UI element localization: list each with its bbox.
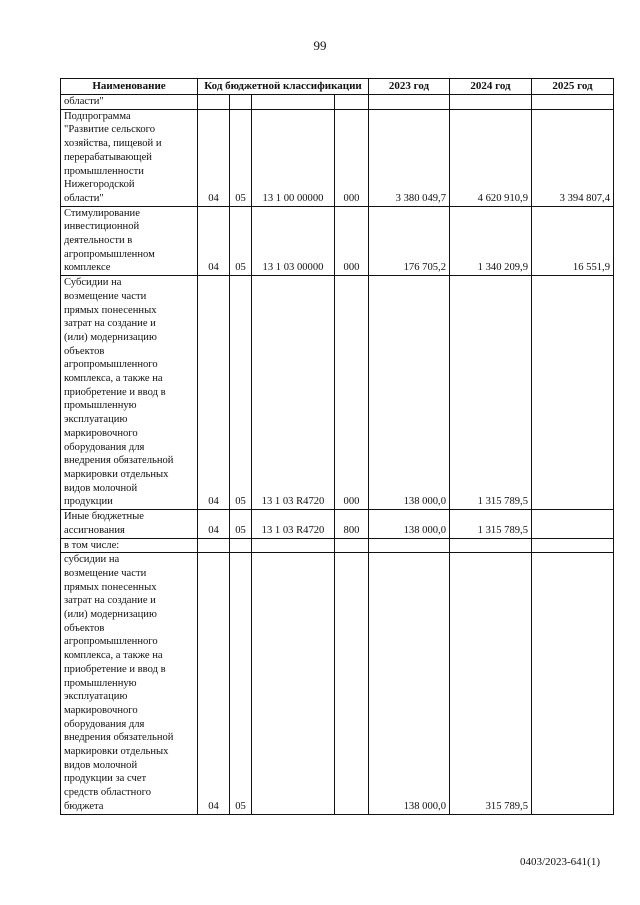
cell-2024 [450, 95, 532, 110]
cell-2025 [532, 553, 614, 814]
cell-target-article: 13 1 03 R4720 [252, 276, 335, 510]
header-2024: 2024 год [450, 79, 532, 95]
cell-section: 04 [198, 553, 230, 814]
table-row [61, 538, 614, 553]
cell-target-article [252, 95, 335, 110]
cell-2023 [369, 538, 450, 553]
cell-section: 04 [198, 276, 230, 510]
cell-2024: 1 340 209,9 [450, 206, 532, 276]
cell-2024 [450, 538, 532, 553]
cell-expense-type: 000 [335, 206, 369, 276]
cell-2025: 16 551,9 [532, 206, 614, 276]
cell-2023 [369, 95, 450, 110]
cell-name: Подпрограмма "Развитие сельского хозяйства, пищевой и перерабатывающей промышленности Нижегородской области" [61, 109, 198, 206]
header-code: Код бюджетной классификации [198, 79, 369, 95]
header-name: Наименование [61, 79, 198, 95]
cell-2025 [532, 510, 614, 538]
header-row [61, 79, 614, 95]
cell-section: 04 [198, 109, 230, 206]
table-row [61, 276, 614, 510]
cell-name: субсидии на возмещение части прямых понесенных затрат на создание и (или) модернизацию объектов агропромышленного комплекса, а также на приобретение и ввод в промышленную эксплуатацию маркировочного оборудования для внедрения обязательной маркировки отдельных видов молочной продукции за счет средств областного бюджета [61, 553, 198, 814]
header-2025: 2025 год [532, 79, 614, 95]
table-row [61, 553, 614, 814]
cell-section [198, 538, 230, 553]
cell-target-article: 13 1 03 00000 [252, 206, 335, 276]
cell-name: области" [61, 95, 198, 110]
document-code: 0403/2023-641(1) [519, 856, 600, 868]
cell-section [198, 95, 230, 110]
cell-2023: 176 705,2 [369, 206, 450, 276]
cell-target-article [252, 553, 335, 814]
cell-target-article [252, 538, 335, 553]
cell-2024: 1 315 789,5 [450, 276, 532, 510]
cell-2025: 3 394 807,4 [532, 109, 614, 206]
cell-subsection: 05 [230, 206, 252, 276]
cell-section: 04 [198, 510, 230, 538]
cell-subsection: 05 [230, 553, 252, 814]
cell-2025 [532, 276, 614, 510]
budget-table [60, 78, 614, 815]
cell-expense-type [335, 95, 369, 110]
header-2023: 2023 год [369, 79, 450, 95]
cell-target-article: 13 1 00 00000 [252, 109, 335, 206]
cell-2023: 138 000,0 [369, 510, 450, 538]
cell-section: 04 [198, 206, 230, 276]
cell-name: Иные бюджетные ассигнования [61, 510, 198, 538]
cell-target-article: 13 1 03 R4720 [252, 510, 335, 538]
cell-subsection: 05 [230, 276, 252, 510]
cell-expense-type [335, 538, 369, 553]
cell-name: Стимулирование инвестиционной деятельности в агропромышленном комплексе [61, 206, 198, 276]
cell-2025 [532, 95, 614, 110]
cell-name: в том числе: [61, 538, 198, 553]
table-row [61, 206, 614, 276]
cell-name: Субсидии на возмещение части прямых понесенных затрат на создание и (или) модернизацию объектов агропромышленного комплекса, а также на приобретение и ввод в промышленную эксплуатацию маркировочного оборудования для внедрения обязательной маркировки отдельных видов молочной продукции [61, 276, 198, 510]
cell-subsection: 05 [230, 109, 252, 206]
cell-2024: 315 789,5 [450, 553, 532, 814]
cell-subsection [230, 538, 252, 553]
cell-2024: 1 315 789,5 [450, 510, 532, 538]
cell-expense-type: 000 [335, 276, 369, 510]
cell-expense-type [335, 553, 369, 814]
cell-subsection [230, 95, 252, 110]
table-row [61, 95, 614, 110]
cell-subsection: 05 [230, 510, 252, 538]
cell-2025 [532, 538, 614, 553]
cell-expense-type: 800 [335, 510, 369, 538]
table-row [61, 510, 614, 538]
page-number: 99 [313, 38, 327, 53]
cell-2023: 3 380 049,7 [369, 109, 450, 206]
table-row [61, 109, 614, 206]
cell-expense-type: 000 [335, 109, 369, 206]
cell-2024: 4 620 910,9 [450, 109, 532, 206]
cell-2023: 138 000,0 [369, 553, 450, 814]
cell-2023: 138 000,0 [369, 276, 450, 510]
